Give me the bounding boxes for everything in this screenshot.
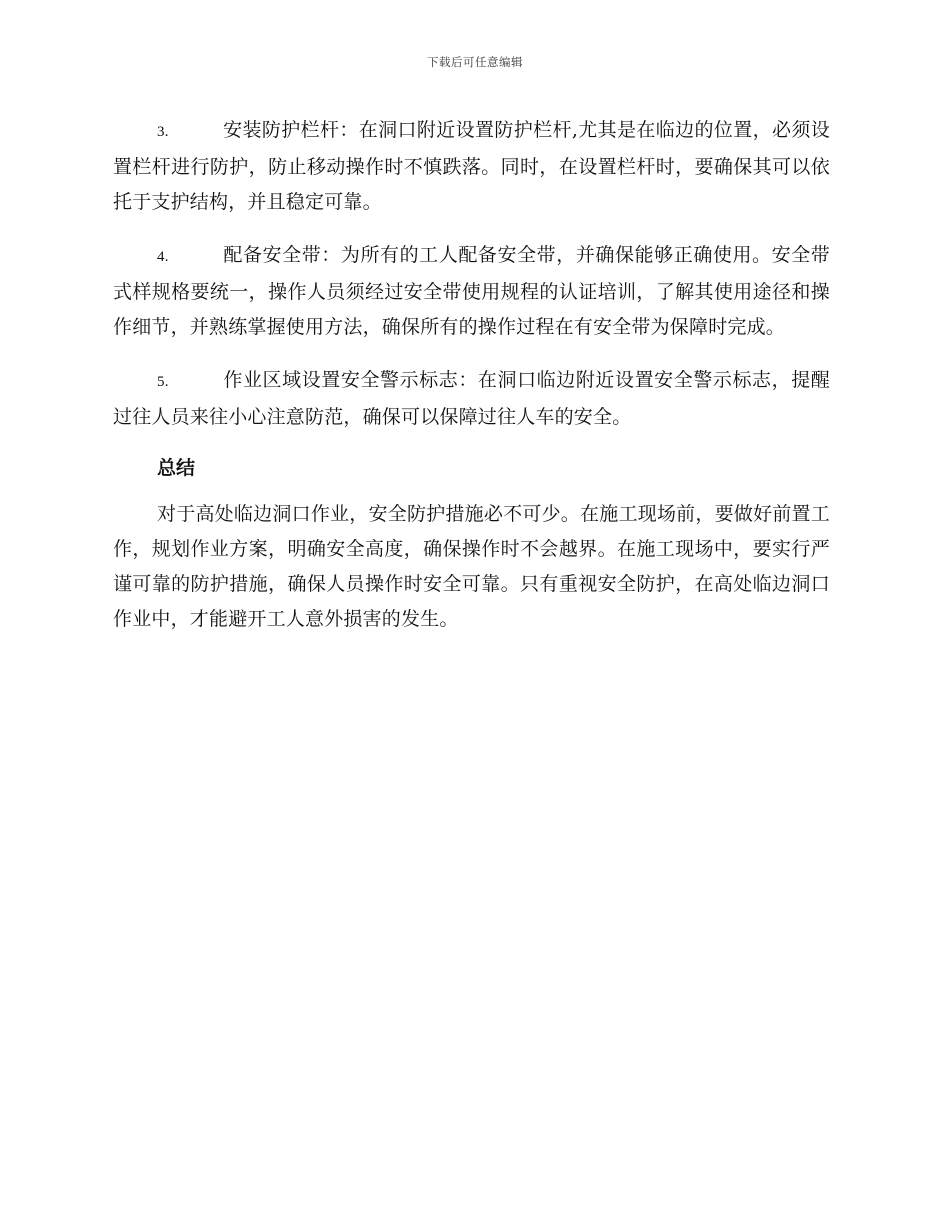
list-item-number: 3.: [157, 124, 169, 140]
list-item-text: 作业区域设置安全警示标志：在洞口临边附近设置安全警示标志，提醒过往人员来往小心注意防范，确保可以保障过往人车的安全。: [113, 369, 830, 428]
list-item-text: 配备安全带：为所有的工人配备安全带，并确保能够正确使用。安全带式样规格要统一，操作人员须经过安全带使用规程的认证培训，了解其使用途径和操作细节，并熟练掌握使用方法，确保所有的操作过程在有安全带为保障时完成。: [113, 244, 830, 338]
list-item-number: 4.: [157, 249, 169, 265]
summary-heading: 总结: [157, 457, 196, 479]
list-item-text: 安装防护栏杆：在洞口附近设置防护栏杆,尤其是在临边的位置，必须设置栏杆进行防护，防止移动操作时不慎跌落。同时，在设置栏杆时，要确保其可以依托于支护结构，并且稳定可靠。: [113, 119, 830, 213]
list-item-4: [113, 238, 830, 345]
page-header: 下载后可任意编辑: [427, 55, 523, 69]
list-item-number: 5.: [157, 374, 169, 390]
summary-paragraph: 对于高处临边洞口作业，安全防护措施必不可少。在施工现场前，要做好前置工作，规划作业方案，明确安全高度，确保操作时不会越界。在施工现场中，要实行严谨可靠的防护措施，确保人员操作时安全可靠。只有重视安全防护，在高处临边洞口作业中，才能避开工人意外损害的发生。: [113, 503, 830, 630]
list-item-3: [113, 113, 830, 220]
document-body: [113, 113, 830, 655]
list-item-5: [113, 363, 830, 435]
